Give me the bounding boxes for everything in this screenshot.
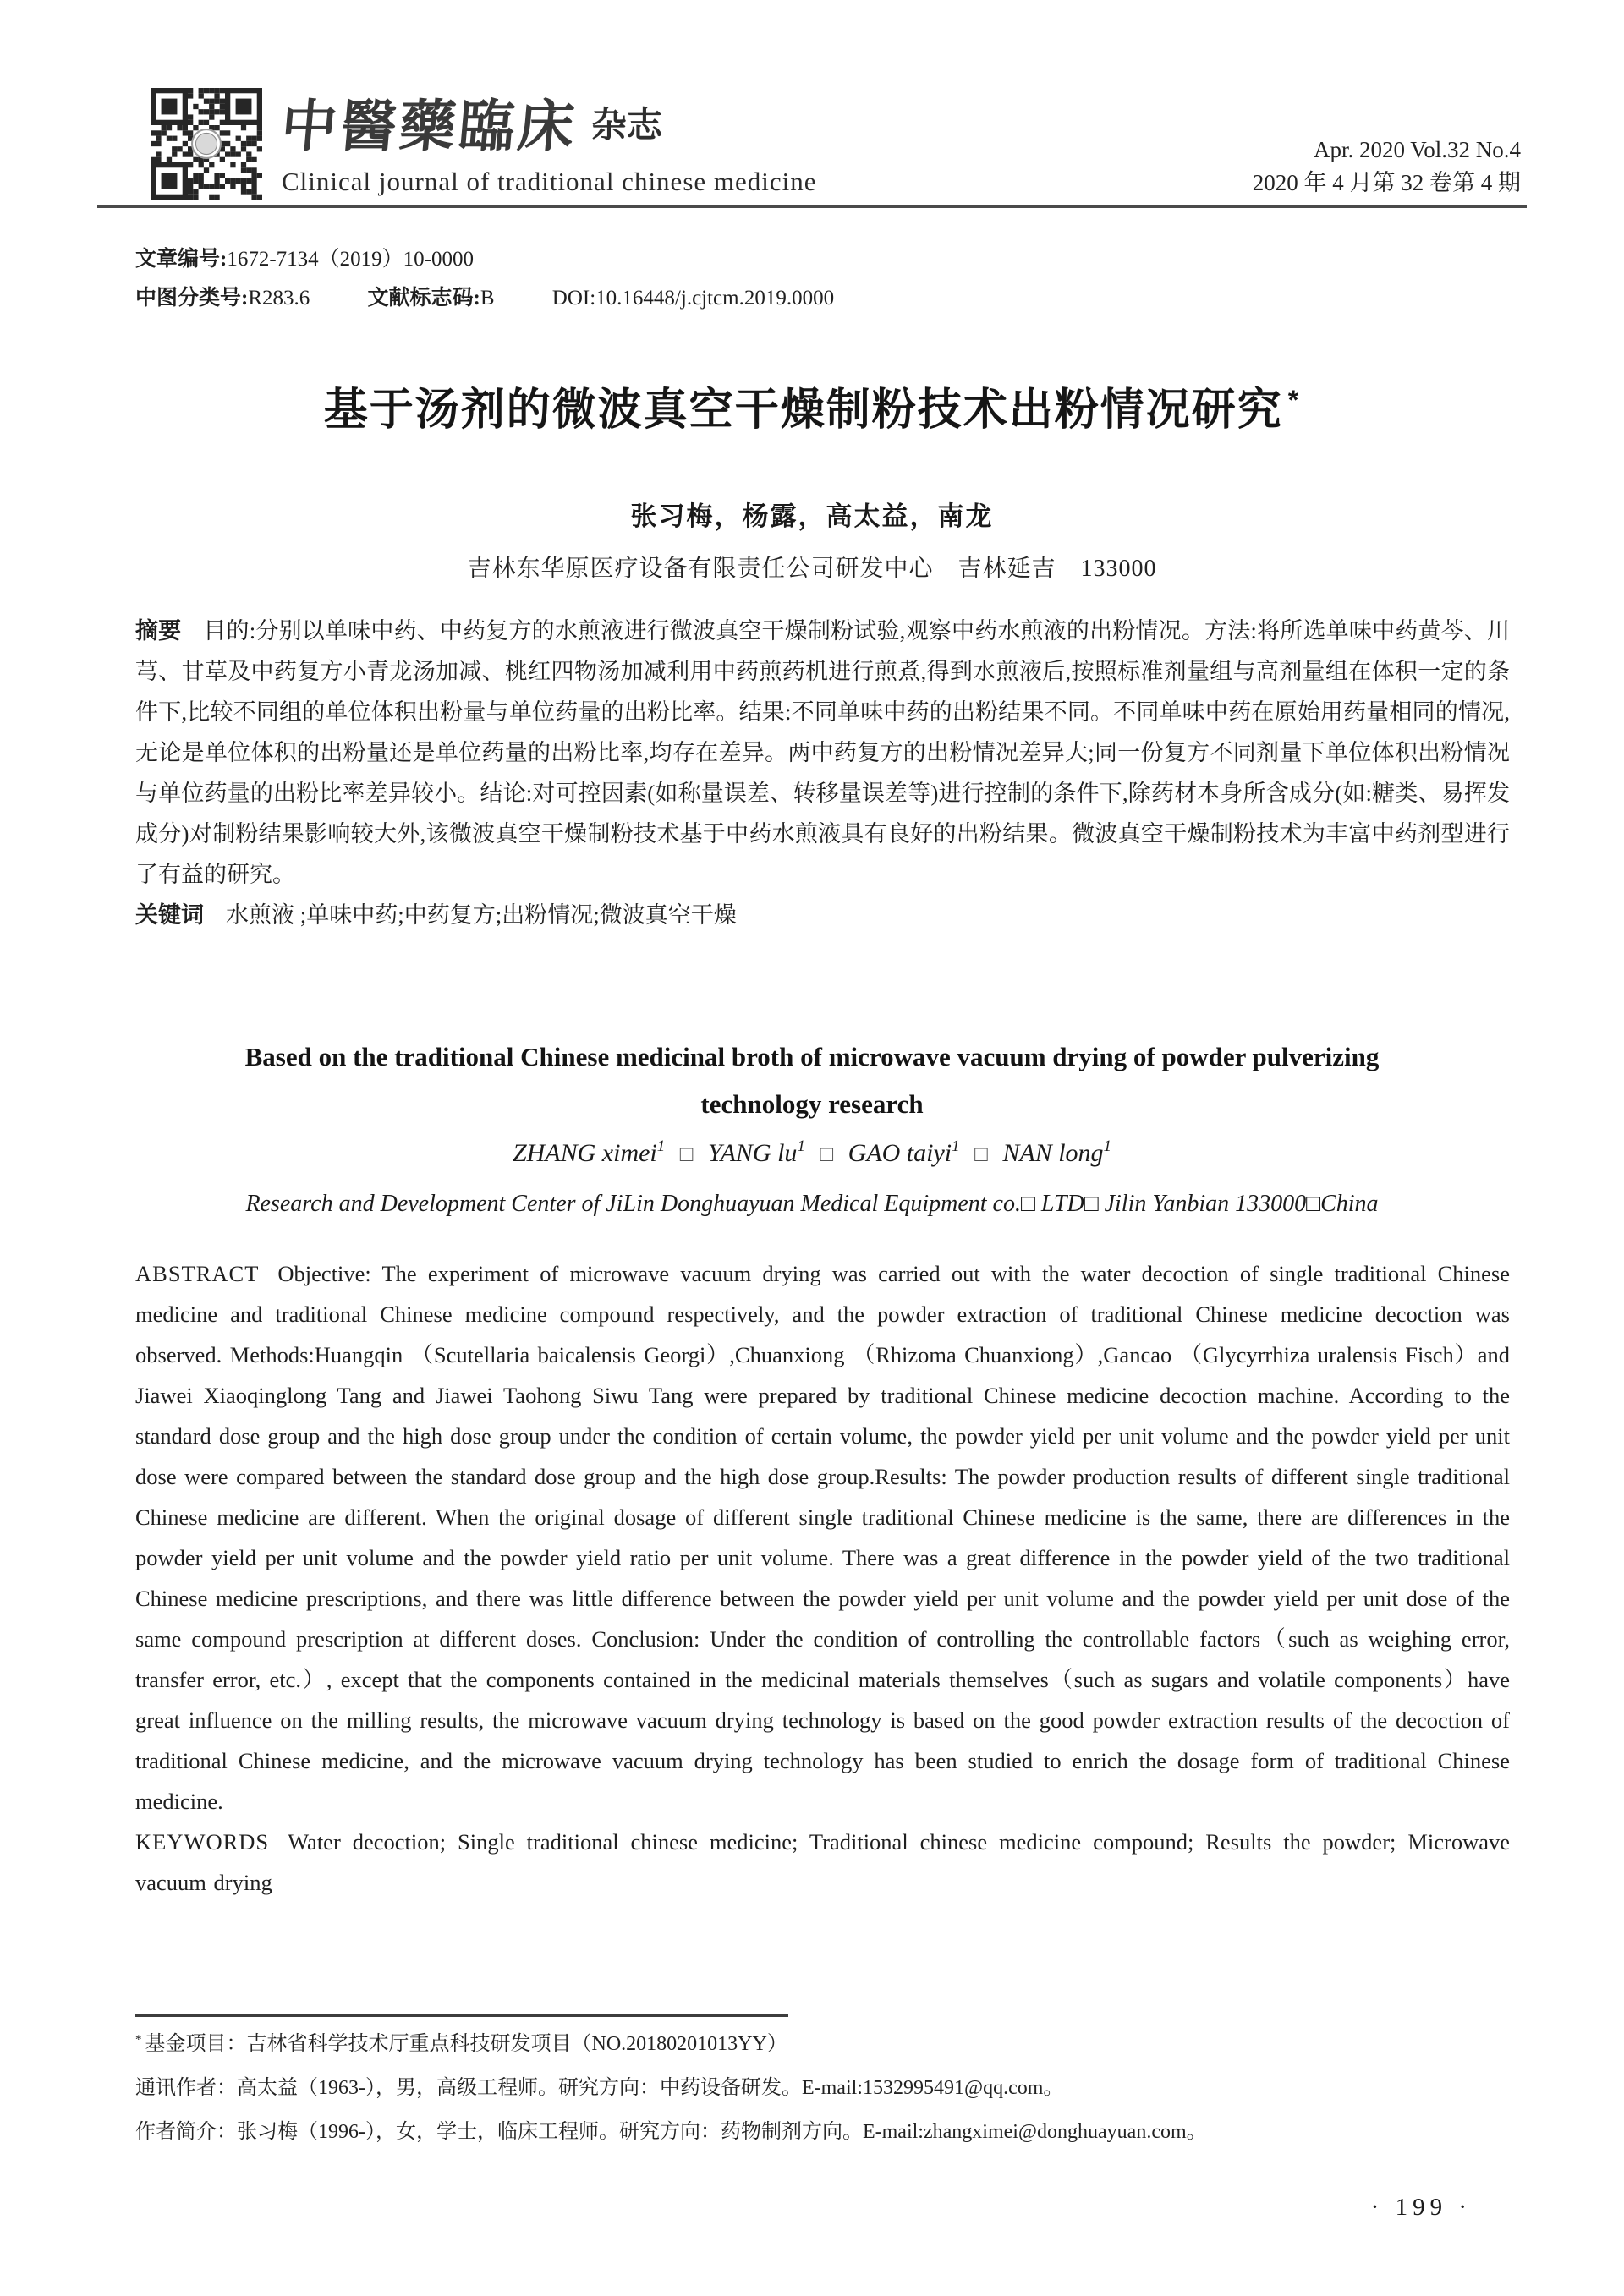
journal-logo: [278, 81, 817, 162]
author-separator-box: □: [820, 1142, 834, 1166]
author-en: [848, 1139, 960, 1167]
author-en-name: GAO taiyi: [848, 1139, 952, 1167]
doi-label: DOI:: [551, 287, 596, 310]
page-number: · 199 ·: [1370, 2194, 1472, 2221]
issue-line-chinese: 2020 年 4 月第 32 卷第 4 期: [1252, 170, 1521, 195]
author-en-name: YANG lu: [708, 1139, 798, 1167]
keywords-chinese: [135, 895, 1510, 935]
doc-code-label: 文献标志码:: [367, 287, 480, 310]
keywords-text-english: Water decoction; Single traditional chinese medicine; Traditional chinese medicine compound; Results the powder; Microwave vacuum drying: [135, 1829, 1510, 1895]
abstract-chinese: [135, 611, 1510, 895]
affiliation-chinese: 吉林东华原医疗设备有限责任公司研发中心 吉林延吉 133000: [467, 556, 1157, 582]
journal-qr-code: [151, 88, 262, 200]
title-footnote-mark: *: [1287, 385, 1301, 415]
author-en: [1002, 1139, 1111, 1167]
author-en-name: NAN long: [1002, 1139, 1104, 1167]
author-en-superscript: 1: [1103, 1137, 1112, 1155]
footnote-text: 基金项目：吉林省科学技术厅重点科技研发项目（NO.20180201013YY）: [145, 2033, 787, 2055]
doi-field: [552, 287, 834, 310]
footnote-text: 作者简介：张习梅（1996-），女，学士，临床工程师。研究方向：药物制剂方向。E-mail:zhangximei@donghuayuan.com。: [135, 2121, 1207, 2143]
title-english-line2: technology research: [700, 1089, 924, 1119]
abstract-text-chinese: 目的:分别以单味中药、中药复方的水煎液进行微波真空干燥制粉试验,观察中药水煎液的出粉情况。方法:将所选单味中药黄芩、川芎、甘草及中药复方小青龙汤加减、桃红四物汤加减利用中药煎药机进行煎煮,得到水煎液后,按照标准剂量组与高剂量组在体积一定的条件下,比较不同组的单位体积出粉量与单位药量的出粉比率。结果:不同单味中药的出粉结果不同。不同单味中药在原始用药量相同的情况,无论是单位体积的出粉量还是单位药量的出粉比率,均存在差异。两中药复方的出粉情况差异大;同一份复方不同剂量下单位体积出粉情况与单位药量的出粉比率差异较小。结论:对可控因素(如称量误差、转移量误差等)进行控制的条件下,除药材本身所含成分(如:糖类、易挥发成分)对制粉结果影响较大外,该微波真空干燥制粉技术基于中药水煎液具有良好的出粉结果。微波真空干燥制粉技术为丰富中药剂型进行了有益的研究。: [135, 618, 1510, 887]
authors-chinese: 张习梅，杨露，高太益，南龙: [630, 501, 994, 531]
clc-value: R283.6: [248, 287, 310, 310]
author-en-superscript: 1: [952, 1137, 960, 1155]
clc-label: 中图分类号:: [135, 287, 249, 310]
keywords-english: [135, 1822, 1510, 1903]
abstract-label-english: ABSTRACT: [135, 1261, 260, 1286]
doi-value: 10.16448/j.cjtcm.2019.0000: [595, 287, 835, 310]
doc-code-value: B: [480, 287, 495, 310]
author-en: [513, 1139, 665, 1167]
journal-logo-calligraphy: 中醫藥臨床: [278, 96, 580, 158]
issue-info: [1253, 134, 1521, 200]
author-en: [708, 1139, 805, 1167]
journal-name-english: Clinical journal of traditional chinese medicine: [282, 167, 817, 196]
authors-english: [0, 1137, 1624, 1168]
footnote-mark: *: [135, 2033, 142, 2047]
clc-field: [135, 287, 310, 310]
abstract-english: [135, 1253, 1510, 1822]
header-divider: [97, 205, 1527, 208]
article-title-chinese: [0, 374, 1624, 437]
keywords-label-chinese: 关键词: [135, 902, 204, 928]
article-number-label: 文章编号:: [135, 248, 228, 271]
author-en-superscript: 1: [797, 1137, 805, 1155]
abstract-text-english: Objective: The experiment of microwave vacuum drying was carried out with the water decoction of single traditional Chinese medicine and traditional Chinese medicine compound respectively, and the powder extraction of traditional Chinese medicine decoction was observed. Methods:Huangqin （Scutellaria baicalensis Georgi）,Chuanxiong （Rhizoma Chuanxiong）,Gancao （Glycyrrhiza uralensis Fisch）and Jiawei Xiaoqinglong Tang and Jiawei Taohong Siwu Tang were prepared by traditional Chinese medicine decoction machine. According to the standard dose group and the high dose group under the condition of certain volume, the powder yield per unit volume and the powder yield per unit dose were compared between the standard dose group and the high dose group.Results: The powder production results of different single traditional Chinese medicine are different. When the original dosage of different single traditional Chinese medicine is the same, there are differences in the powder yield per unit volume and the powder yield ratio per unit volume. There was a great difference in the powder yield of the two traditional Chinese medicine prescriptions, and there was little difference between the powder yield per unit volume and the powder yield per unit dose of the same compound prescription at different doses. Conclusion: Under the condition of controlling the controllable factors（such as weighing error, transfer error, etc.）, except that the components contained in the medicinal materials themselves（such as sugars and volatile components）have great influence on the milling results, the microwave vacuum drying technology is based on the good powder extraction results of the decoction of traditional Chinese medicine, and the microwave vacuum drying technology has been studied to enrich the dosage form of traditional Chinese medicine.: [135, 1261, 1510, 1814]
footnote-author-bio: [135, 2111, 1514, 2153]
article-title-english: [76, 1033, 1548, 1128]
journal-brand: [278, 81, 817, 197]
page-footer: [135, 2014, 1514, 2221]
footnote-text: 通讯作者：高太益（1963-），男，高级工程师。研究方向：中药设备研发。E-mail:1532995491@qq.com。: [135, 2077, 1064, 2099]
author-separator-box: □: [974, 1142, 988, 1166]
affiliation-english: Research and Development Center of JiLin Donghuayuan Medical Equipment co.□ LTD□ Jilin Yanbian 133000□China: [245, 1191, 1379, 1217]
article-title-text: 基于汤剂的微波真空干燥制粉技术出粉情况研究: [323, 386, 1283, 435]
article-number-value: 1672-7134（2019）10-0000: [227, 248, 474, 271]
keywords-label-english: KEYWORDS: [135, 1829, 270, 1855]
author-separator-box: □: [679, 1142, 694, 1166]
keywords-text-chinese: 水煎液 ;单味中药;中药复方;出粉情况;微波真空干燥: [226, 902, 737, 928]
footnote-divider: [135, 2014, 788, 2017]
doc-code-field: [368, 287, 495, 310]
author-en-superscript: 1: [656, 1137, 666, 1155]
abstract-label-chinese: 摘要: [135, 618, 182, 644]
english-abstract-block: [135, 1253, 1510, 1997]
chinese-abstract-block: [135, 611, 1510, 1016]
footnote-corresponding-author: [135, 2067, 1514, 2109]
journal-logo-suffix: 杂志: [591, 105, 663, 145]
title-english-line1: Based on the traditional Chinese medicinal broth of microwave vacuum drying of powder pulverizing: [244, 1042, 1380, 1071]
article-meta: [135, 240, 834, 318]
author-en-name: ZHANG ximei: [512, 1139, 657, 1167]
article-number-line: [135, 240, 834, 279]
footnote-fund: [135, 2019, 1514, 2065]
classification-line: [135, 279, 834, 318]
issue-line-english: Apr. 2020 Vol.32 No.4: [1313, 137, 1521, 162]
